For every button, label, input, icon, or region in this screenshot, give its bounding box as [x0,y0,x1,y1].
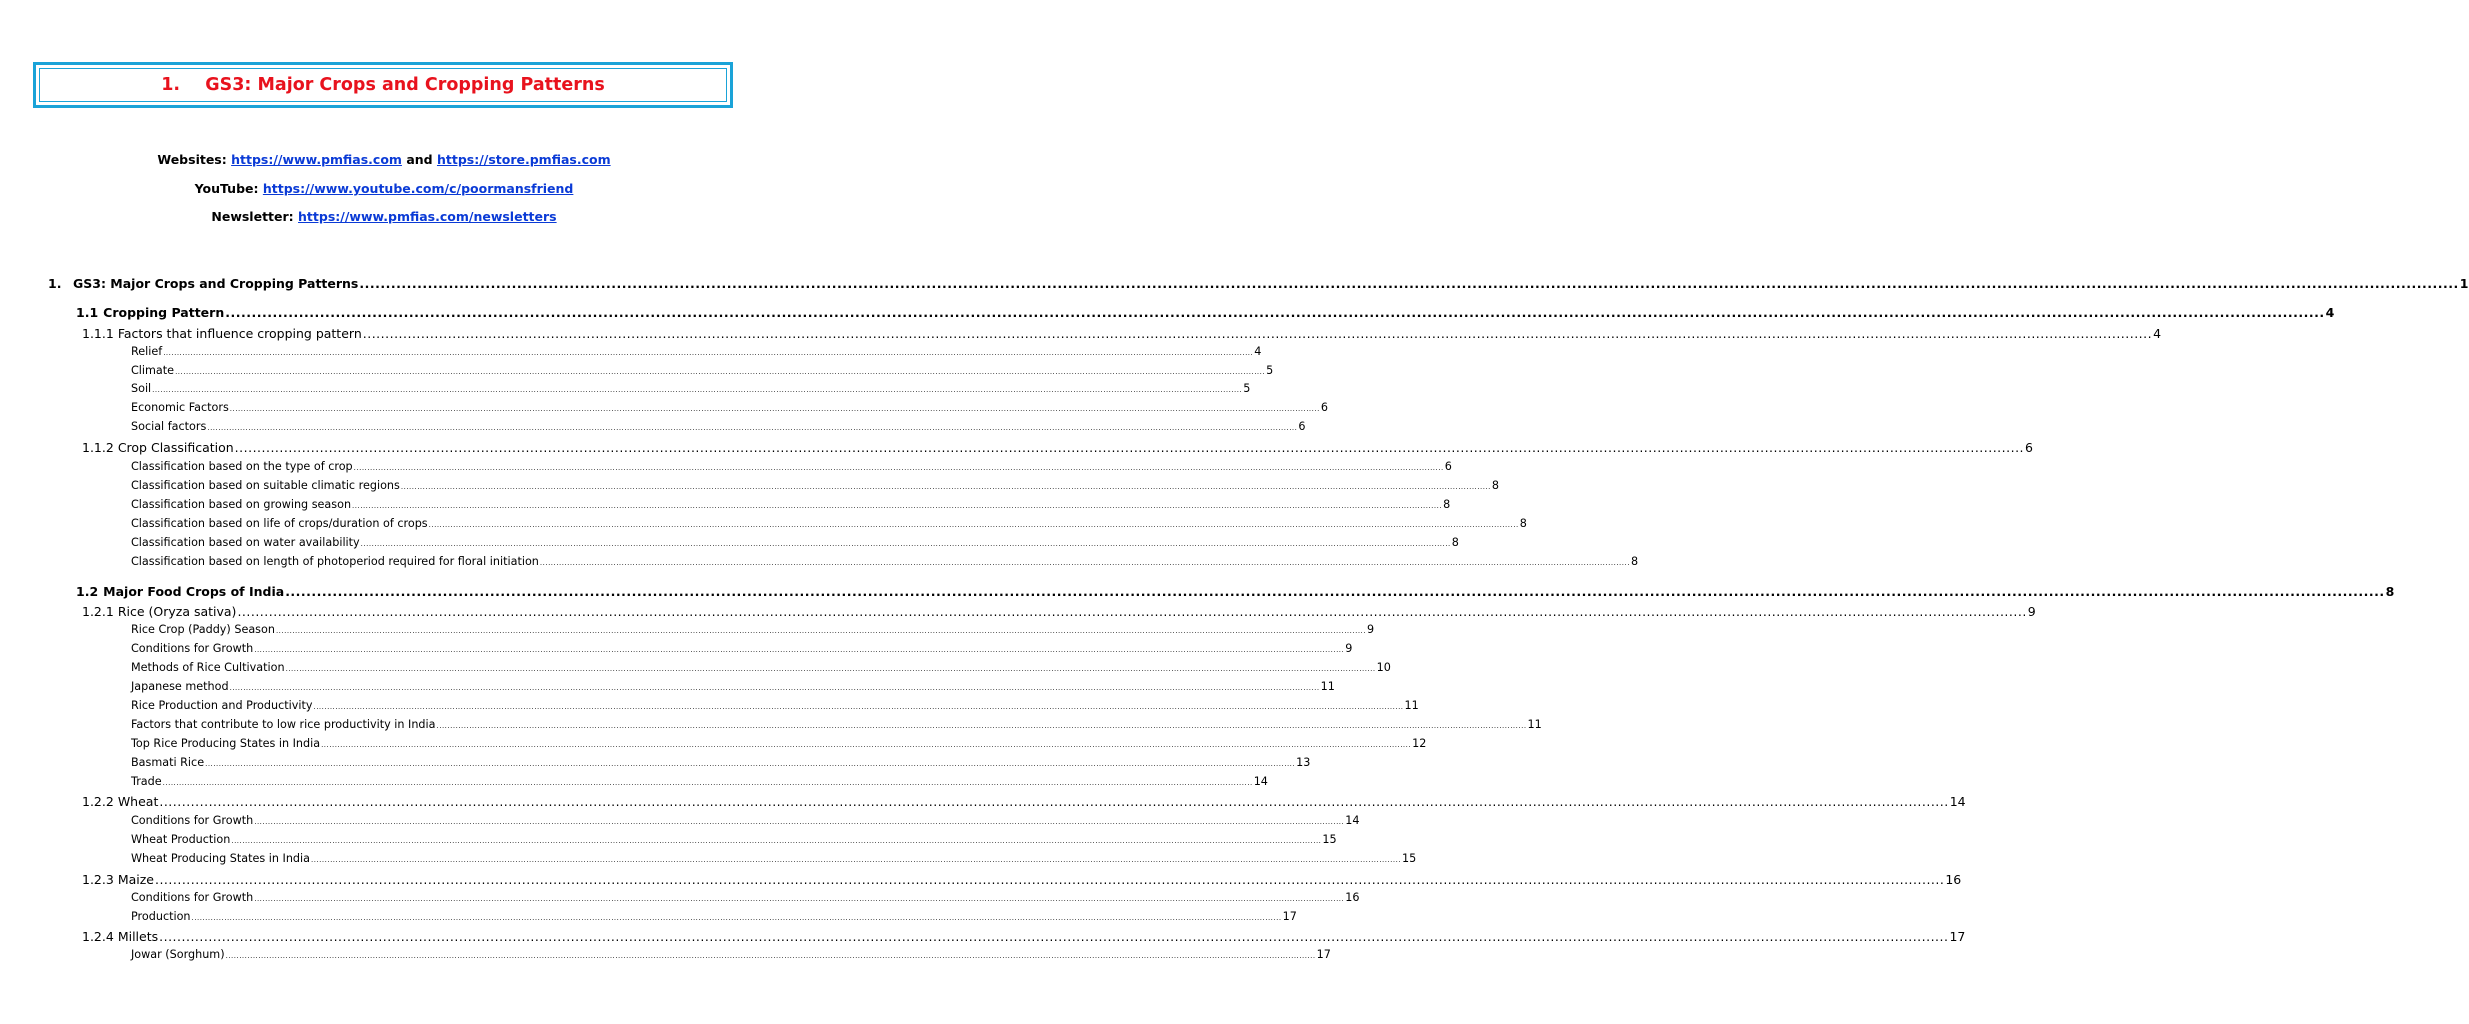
youtube-label: YouTube: [194,181,259,196]
toc-page-number: 8 [1519,517,1527,530]
toc-entry[interactable] [131,775,1268,788]
toc-dot-leader: ................................................................................................................................................................................................................................................................................................................................................................................................................ [205,760,1296,768]
toc-entry-label [131,775,162,788]
toc-entry[interactable] [82,929,1966,944]
toc-entry-text: Rice Production and Productivity [131,699,313,712]
toc-entry-label [131,420,206,433]
toc-entry-label [82,929,158,944]
toc-entry[interactable] [82,326,2162,341]
website-link-store[interactable]: https://store.pmfias.com [436,152,611,167]
toc-page-number: 9 [1367,623,1375,636]
toc-dot-leader: ................................................................................................................................................................................................................................................................................................................................................................................................................ [225,305,2325,320]
toc-entry-text: Classification based on water availability [131,536,360,549]
toc-entry-label [82,794,158,809]
toc-page-number: 16 [1945,872,1962,887]
toc-entry-text: GS3: Major Crops and Cropping Patterns [73,276,359,291]
toc-entry-number: 1.1 [76,305,99,320]
toc-entry[interactable] [82,872,1962,887]
toc-entry-label [131,401,229,414]
document-title [161,75,605,95]
toc-entry-label [131,680,229,693]
toc-entry-label [131,642,253,655]
toc-entry-text: Classification based on length of photoperiod required for floral initiation [131,555,539,568]
toc-entry-text: Classification based on life of crops/duration of crops [131,517,428,530]
toc-dot-leader: ................................................................................................................................................................................................................................................................................................................................................................................................................ [311,856,1402,864]
toc-dot-leader: ................................................................................................................................................................................................................................................................................................................................................................................................................ [400,483,1491,491]
toc-entry-text: Millets [117,929,159,944]
toc-entry-text: Production [131,910,191,923]
toc-entry[interactable] [131,948,1331,961]
toc-dot-leader: ................................................................................................................................................................................................................................................................................................................................................................................................................ [191,914,1282,922]
toc-entry[interactable] [131,680,1335,693]
toc-page-number: 13 [1296,756,1311,769]
and-text: and [406,152,433,167]
toc-page-number: 8 [1491,479,1500,492]
toc-page-number: 4 [2325,305,2335,320]
toc-page-number: 1 [2459,276,2469,291]
toc-entry-number: 1.2.4 [82,929,114,944]
toc-dot-leader: ................................................................................................................................................................................................................................................................................................................................................................................................................ [254,895,1345,903]
toc-entry[interactable] [131,852,1417,865]
toc-page-number: 16 [1345,891,1360,904]
toc-dot-leader: ................................................................................................................................................................................................................................................................................................................................................................................................................ [237,604,2027,619]
title-number: 1. [161,75,181,95]
toc-dot-leader: ................................................................................................................................................................................................................................................................................................................................................................................................................ [539,559,1630,567]
toc-entry-label [131,833,230,846]
toc-page-number: 17 [1316,948,1331,961]
toc-page-number: 5 [1243,382,1251,395]
toc-dot-leader: ................................................................................................................................................................................................................................................................................................................................................................................................................ [362,326,2153,341]
toc-entry[interactable] [82,440,2033,455]
toc-page-number: 4 [2153,326,2162,341]
toc-dot-leader: ................................................................................................................................................................................................................................................................................................................................................................................................................ [234,440,2025,455]
toc-page-number: 8 [1451,536,1459,549]
toc-page-number: 6 [1320,401,1328,414]
toc-page-number: 15 [1322,833,1337,846]
toc-entry-text: Methods of Rice Cultivation [131,661,285,674]
toc-dot-leader: ................................................................................................................................................................................................................................................................................................................................................................................................................ [321,741,1412,749]
toc-entry-label [131,891,253,904]
toc-entry-text: Wheat Producing States in India [131,852,310,865]
toc-entry[interactable] [131,555,1639,568]
toc-entry-label [76,305,224,320]
toc-dot-leader: ................................................................................................................................................................................................................................................................................................................................................................................................................ [285,665,1376,673]
toc-entry[interactable] [131,718,1542,731]
toc-dot-leader: ................................................................................................................................................................................................................................................................................................................................................................................................................ [313,703,1404,711]
toc-entry[interactable] [131,460,1452,473]
toc-dot-leader: ................................................................................................................................................................................................................................................................................................................................................................................................................ [275,627,1366,635]
toc-entry-label [131,382,151,395]
toc-entry[interactable] [131,891,1360,904]
toc-dot-leader: ................................................................................................................................................................................................................................................................................................................................................................................................................ [254,646,1345,654]
toc-entry-label [131,852,310,865]
toc-entry-text: Soil [131,382,152,395]
toc-dot-leader: ................................................................................................................................................................................................................................................................................................................................................................................................................ [207,424,1298,432]
newsletter-label: Newsletter: [211,209,294,224]
websites-label: Websites: [157,152,227,167]
toc-entry-text: Classification based on the type of crop [131,460,353,473]
toc-dot-leader: ................................................................................................................................................................................................................................................................................................................................................................................................................ [175,368,1266,376]
toc-dot-leader: ................................................................................................................................................................................................................................................................................................................................................................................................................ [353,464,1444,472]
toc-entry[interactable] [131,536,1459,549]
toc-entry-text: Crop Classification [117,440,234,455]
toc-entry[interactable] [82,604,2036,619]
toc-dot-leader: ................................................................................................................................................................................................................................................................................................................................................................................................................ [225,952,1316,960]
toc-entry-text: Jowar (Sorghum) [131,948,225,961]
toc-entry-text: Factors that contribute to low rice productivity in India [131,718,436,731]
toc-dot-leader: ................................................................................................................................................................................................................................................................................................................................................................................................................ [162,779,1253,787]
toc-entry-text: Social factors [131,420,207,433]
toc-entry-text: Classification based on growing season [131,498,352,511]
toc-entry-number: 1.2.1 [82,604,114,619]
toc-entry-label [131,479,400,492]
toc-entry-number: 1.2.3 [82,872,114,887]
toc-entry[interactable] [76,305,2335,320]
toc-entry-text: Conditions for Growth [131,642,254,655]
toc-dot-leader: ................................................................................................................................................................................................................................................................................................................................................................................................................ [152,386,1243,394]
toc-dot-leader: ................................................................................................................................................................................................................................................................................................................................................................................................................ [229,405,1320,413]
toc-entry-text: Maize [117,872,154,887]
toc-entry[interactable] [131,814,1360,827]
toc-entry[interactable] [76,584,2395,599]
toc-entry-label [82,440,234,455]
toc-page-number: 11 [1320,680,1335,693]
toc-entry[interactable] [48,276,2469,291]
toc-entry[interactable] [131,833,1337,846]
toc-page-number: 17 [1949,929,1966,944]
toc-page-number: 14 [1345,814,1360,827]
toc-page-number: 11 [1527,718,1542,731]
toc-page-number: 6 [1298,420,1306,433]
toc-page-number: 5 [1266,364,1274,377]
toc-entry-label [131,498,351,511]
toc-entry-label [131,814,253,827]
toc-entry-text: Cropping Pattern [103,305,225,320]
toc-entry-label [48,276,358,291]
newsletter-link[interactable]: https://www.pmfias.com/newsletters [298,209,557,224]
toc-entry-label [131,555,539,568]
toc-entry[interactable] [131,756,1311,769]
toc-page-number: 9 [2027,604,2036,619]
toc-dot-leader: ................................................................................................................................................................................................................................................................................................................................................................................................................ [163,349,1254,357]
toc-page-number: 10 [1376,661,1391,674]
toc-entry-text: Classification based on suitable climatic regions [131,479,400,492]
toc-page-number: 8 [1630,555,1639,568]
toc-page-number: 15 [1402,852,1417,865]
toc-entry-text: Top Rice Producing States in India [131,737,321,750]
toc-entry-label [131,364,174,377]
toc-dot-leader: ................................................................................................................................................................................................................................................................................................................................................................................................................ [229,684,1320,692]
toc-dot-leader: ................................................................................................................................................................................................................................................................................................................................................................................................................ [436,722,1527,730]
toc-entry-label [131,699,312,712]
toc-entry-label [131,737,320,750]
toc-entry-label [131,661,285,674]
toc-entry-number: 1.1.2 [82,440,114,455]
newsletter-line [0,209,768,224]
toc-entry[interactable] [82,794,1966,809]
toc-entry-text: Economic Factors [131,401,229,414]
toc-dot-leader: ................................................................................................................................................................................................................................................................................................................................................................................................................ [285,584,2385,599]
toc-dot-leader: ................................................................................................................................................................................................................................................................................................................................................................................................................ [428,521,1519,529]
toc-page-number: 8 [1443,498,1451,511]
toc-entry-label [82,872,154,887]
toc-dot-leader: ................................................................................................................................................................................................................................................................................................................................................................................................................ [154,872,1945,887]
toc-page-number: 4 [1254,345,1262,358]
toc-entry-label [82,326,362,341]
toc-entry[interactable] [131,661,1391,674]
toc-page-number: 12 [1412,737,1427,750]
toc-entry-number: 1.2 [76,584,99,599]
toc-entry[interactable] [131,364,1274,377]
toc-entry-text: Major Food Crops of India [103,584,285,599]
title-label: GS3: Major Crops and Cropping Patterns [205,75,605,95]
toc-dot-leader: ................................................................................................................................................................................................................................................................................................................................................................................................................ [254,818,1345,826]
websites-line [0,152,768,167]
youtube-line [0,181,768,196]
toc-page-number: 9 [1345,642,1353,655]
toc-entry[interactable] [131,699,1419,712]
toc-entry-text: Wheat [117,794,159,809]
toc-entry-label [131,517,428,530]
toc-entry-text: Factors that influence cropping pattern [117,326,362,341]
toc-entry[interactable] [131,382,1251,395]
toc-entry-text: Wheat Production [131,833,231,846]
toc-entry-number: 1.2.2 [82,794,114,809]
toc-entry-label [131,623,275,636]
toc-entry-label [131,718,436,731]
toc-entry-text: Conditions for Growth [131,814,254,827]
toc-dot-leader: ................................................................................................................................................................................................................................................................................................................................................................................................................ [352,502,1443,510]
toc-entry-number: 1.1.1 [82,326,114,341]
youtube-link[interactable]: https://www.youtube.com/c/poormansfriend [262,181,574,196]
toc-entry-text: Conditions for Growth [131,891,254,904]
toc-entry-text: Rice (Oryza sativa) [117,604,237,619]
toc-entry-text: Japanese method [131,680,229,693]
toc-entry-label [82,604,236,619]
toc-entry[interactable] [131,420,1306,433]
toc-entry-label [131,345,162,358]
toc-page-number: 14 [1253,775,1268,788]
toc-page-number: 6 [2025,440,2033,455]
toc-entry-text: Rice Crop (Paddy) Season [131,623,275,636]
toc-entry[interactable] [131,517,1527,530]
toc-entry-label [131,756,204,769]
title-inner-frame [39,68,727,102]
toc-entry-label [131,910,191,923]
toc-entry-label [76,584,284,599]
toc-entry[interactable] [131,401,1328,414]
toc-entry-label [131,536,360,549]
toc-dot-leader: ................................................................................................................................................................................................................................................................................................................................................................................................................ [360,540,1451,548]
toc-page-number: 11 [1404,699,1419,712]
website-link-main[interactable]: https://www.pmfias.com [231,152,402,167]
toc-entry[interactable] [131,910,1297,923]
toc-entry-number: 1. [48,276,62,291]
toc-entry[interactable] [131,642,1353,655]
toc-entry-label [131,460,353,473]
toc-page-number: 14 [1949,794,1966,809]
toc-dot-leader: ................................................................................................................................................................................................................................................................................................................................................................................................................ [231,837,1322,845]
toc-page-number: 6 [1444,460,1452,473]
toc-dot-leader: ................................................................................................................................................................................................................................................................................................................................................................................................................ [159,929,1949,944]
toc-page-number: 8 [2385,584,2395,599]
toc-entry-text: Relief [131,345,163,358]
toc-entry-text: Climate [131,364,175,377]
toc-entry-text: Basmati Rice [131,756,205,769]
toc-entry-text: Trade [131,775,162,788]
toc-entry[interactable] [131,737,1427,750]
toc-entry[interactable] [131,498,1451,511]
toc-page-number: 17 [1282,910,1297,923]
toc-dot-leader: ................................................................................................................................................................................................................................................................................................................................................................................................................ [159,794,1949,809]
toc-entry[interactable] [131,479,1500,492]
toc-entry-label [131,948,225,961]
title-frame [33,62,733,108]
toc-entry[interactable] [131,623,1375,636]
toc-entry[interactable] [131,345,1262,358]
toc-dot-leader: ................................................................................................................................................................................................................................................................................................................................................................................................................ [359,276,2459,291]
